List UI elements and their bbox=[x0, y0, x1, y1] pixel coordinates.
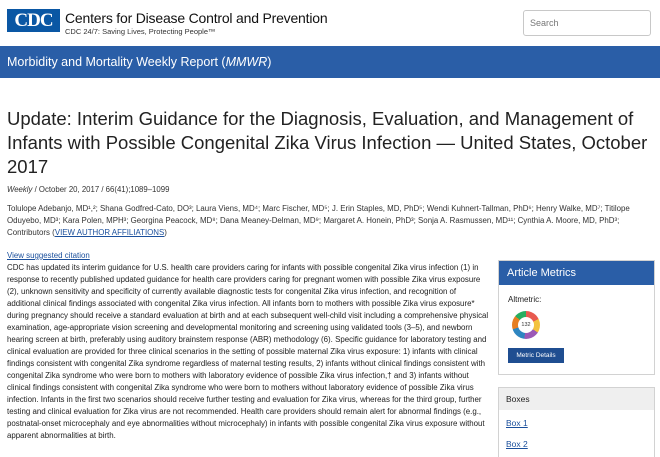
cdc-logo[interactable]: CDC bbox=[7, 9, 60, 32]
org-tagline: CDC 24/7: Saving Lives, Protecting People™ bbox=[65, 27, 216, 36]
box-2-link[interactable]: Box 2 bbox=[506, 439, 528, 449]
report-bar bbox=[0, 46, 660, 78]
boxes-panel bbox=[498, 387, 655, 457]
box-1-link[interactable]: Box 1 bbox=[506, 418, 528, 428]
report-title[interactable]: Morbidity and Mortality Weekly Report (MMWR) bbox=[7, 55, 272, 69]
article-title: Update: Interim Guidance for the Diagnosis, Evaluation, and Management of Infants with Possible Congenital Zika Virus Infection — United States, October 2017 bbox=[7, 108, 648, 177]
altmetric-donut-icon[interactable] bbox=[512, 311, 540, 339]
org-name[interactable]: Centers for Disease Control and Prevention bbox=[65, 10, 328, 26]
author-list: Tolulope Adebanjo, MD¹,²; Shana Godfred-Cato, DO³; Laura Viens, MD⁴; Marc Fischer, MD⁵; J. Erin Staples, MD, PhD⁵; Wendi Kuhnert-Tallman, PhD⁶; Henry Walke, MD⁷; Titilope Oduyebo, MD³; Kara Polen, MPH³; Georgina Peacock, MD⁸; Dana Meaney-Delman, MD⁹; Margaret A. Honein, PhD³; Sonja A. Rasmussen, MD¹¹; Cynthia A. Moore, MD, PhD³; Contributors (VIEW AUTHOR AFFILIATIONS) bbox=[7, 204, 630, 237]
suggested-citation-link[interactable]: View suggested citation bbox=[7, 251, 90, 260]
boxes-header: Boxes bbox=[499, 388, 654, 410]
article-metrics-panel bbox=[498, 260, 655, 375]
search-box[interactable] bbox=[523, 10, 651, 36]
article-summary: CDC has updated its interim guidance for U.S. health care providers caring for infants with possible congenital Zika virus infection (1) in response to recently published updated guidance for health care providers caring for pregnant women with possible Zika virus exposure (2), unknown sensitivity and specificity of currently available diagnostic tests for congenital Zika virus infection, and recognition of additional clinical findings associated with congenital Zika virus infection. All infants born to mothers with possible Zika virus exposure* during pregnancy should receive a standard evaluation at birth and at each subsequent well-child visit including a comprehensive physical examination, age-appropriate vision screening and developmental monitoring and screening using validated tools (3–5), and newborn hearing screen at birth, preferably using auditory brainstem response (ABR) methodology (6). Specific guidance for laboratory testing and clinical evaluation are provided for three clinical scenarios in the setting of possible maternal Zika virus exposure: 1) infants with clinical findings consistent with congenital Zika syndrome regardless of maternal testing results, 2) infants without clinical findings consistent with congenital Zika syndrome who were born to mothers with laboratory evidence of possible Zika virus infection,† and 3) infants without clinical findings consistent with congenital Zika syndrome who were born to mothers without laboratory evidence of possible Zika virus infection. Infants in the first two scenarios should receive further testing and evaluation for Zika virus, whereas for the third group, further testing and clinical evaluation for Zika virus are not recommended. Health care providers should remain alert for abnormal findings (e.g., postnatal-onset microcephaly and eye abnormalities without microcephaly) in infants with possible congenital Zika virus exposure without apparent abnormalities at birth. bbox=[7, 263, 489, 440]
citation-line: Weekly / October 20, 2017 / 66(41);1089–1099 bbox=[7, 185, 170, 194]
altmetric-score: 132 bbox=[518, 317, 534, 333]
metrics-header: Article Metrics bbox=[499, 261, 654, 285]
site-header bbox=[0, 0, 660, 44]
search-input[interactable] bbox=[530, 15, 640, 31]
view-affiliations-link[interactable]: VIEW AUTHOR AFFILIATIONS bbox=[54, 228, 165, 237]
altmetric-label: Altmetric: bbox=[508, 295, 542, 304]
metric-details-button[interactable]: Metric Details bbox=[508, 348, 564, 363]
